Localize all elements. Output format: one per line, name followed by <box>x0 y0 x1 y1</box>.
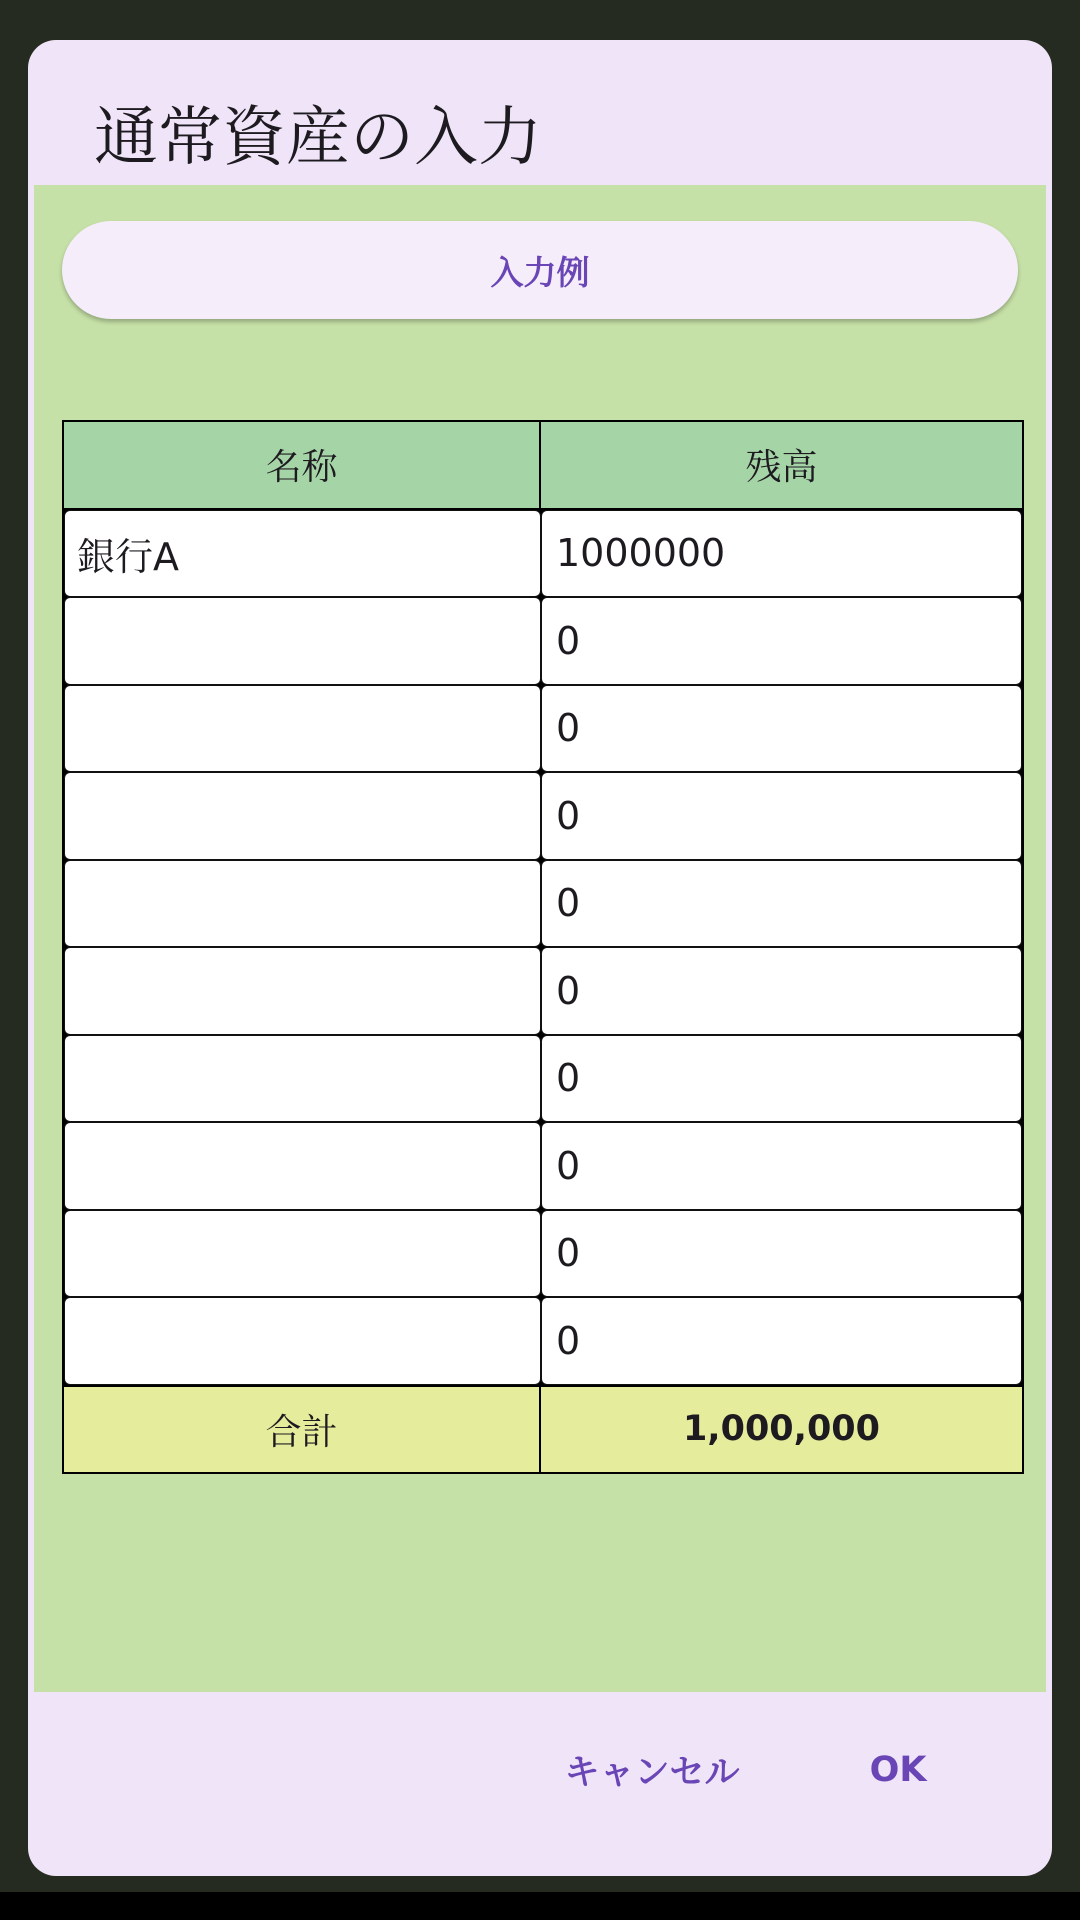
asset-table <box>62 420 1024 1474</box>
dialog-title: 通常資産の入力 <box>94 101 542 175</box>
name-input[interactable] <box>64 860 541 948</box>
column-header-name: 名称 <box>64 422 541 510</box>
asset-input-dialog <box>28 40 1052 1876</box>
table-row <box>64 772 1022 860</box>
total-label: 合計 <box>64 1385 541 1473</box>
name-input[interactable] <box>64 772 541 860</box>
balance-input[interactable]: 0 <box>541 1122 1022 1210</box>
table-row <box>64 597 1022 685</box>
balance-input[interactable]: 0 <box>541 772 1022 860</box>
balance-input[interactable]: 0 <box>541 860 1022 948</box>
name-input[interactable] <box>64 597 541 685</box>
ok-button[interactable]: OK <box>848 1730 948 1810</box>
table-row <box>64 1122 1022 1210</box>
dialog-content <box>34 185 1046 1692</box>
table-row <box>64 947 1022 1035</box>
balance-input[interactable]: 0 <box>541 597 1022 685</box>
balance-input[interactable]: 1000000 <box>541 510 1022 598</box>
table-row <box>64 1035 1022 1123</box>
total-value: 1,000,000 <box>541 1385 1022 1473</box>
name-input[interactable] <box>64 1210 541 1298</box>
table-row <box>64 685 1022 773</box>
input-example-button[interactable]: 入力例 <box>62 221 1018 319</box>
cancel-button[interactable]: キャンセル <box>552 1730 752 1810</box>
table-row <box>64 510 1022 598</box>
name-input[interactable]: 銀行A <box>64 510 541 598</box>
balance-input[interactable]: 0 <box>541 1035 1022 1123</box>
name-input[interactable] <box>64 947 541 1035</box>
total-row <box>64 1385 1022 1473</box>
navigation-bar-area <box>0 1892 1080 1920</box>
column-header-balance: 残高 <box>541 422 1022 510</box>
table-header-row <box>64 422 1022 510</box>
balance-input[interactable]: 0 <box>541 1210 1022 1298</box>
name-input[interactable] <box>64 1035 541 1123</box>
table-row <box>64 860 1022 948</box>
table-row <box>64 1297 1022 1385</box>
balance-input[interactable]: 0 <box>541 947 1022 1035</box>
name-input[interactable] <box>64 1297 541 1385</box>
name-input[interactable] <box>64 685 541 773</box>
dialog-actions <box>28 1730 1052 1810</box>
balance-input[interactable]: 0 <box>541 1297 1022 1385</box>
balance-input[interactable]: 0 <box>541 685 1022 773</box>
name-input[interactable] <box>64 1122 541 1210</box>
table-row <box>64 1210 1022 1298</box>
